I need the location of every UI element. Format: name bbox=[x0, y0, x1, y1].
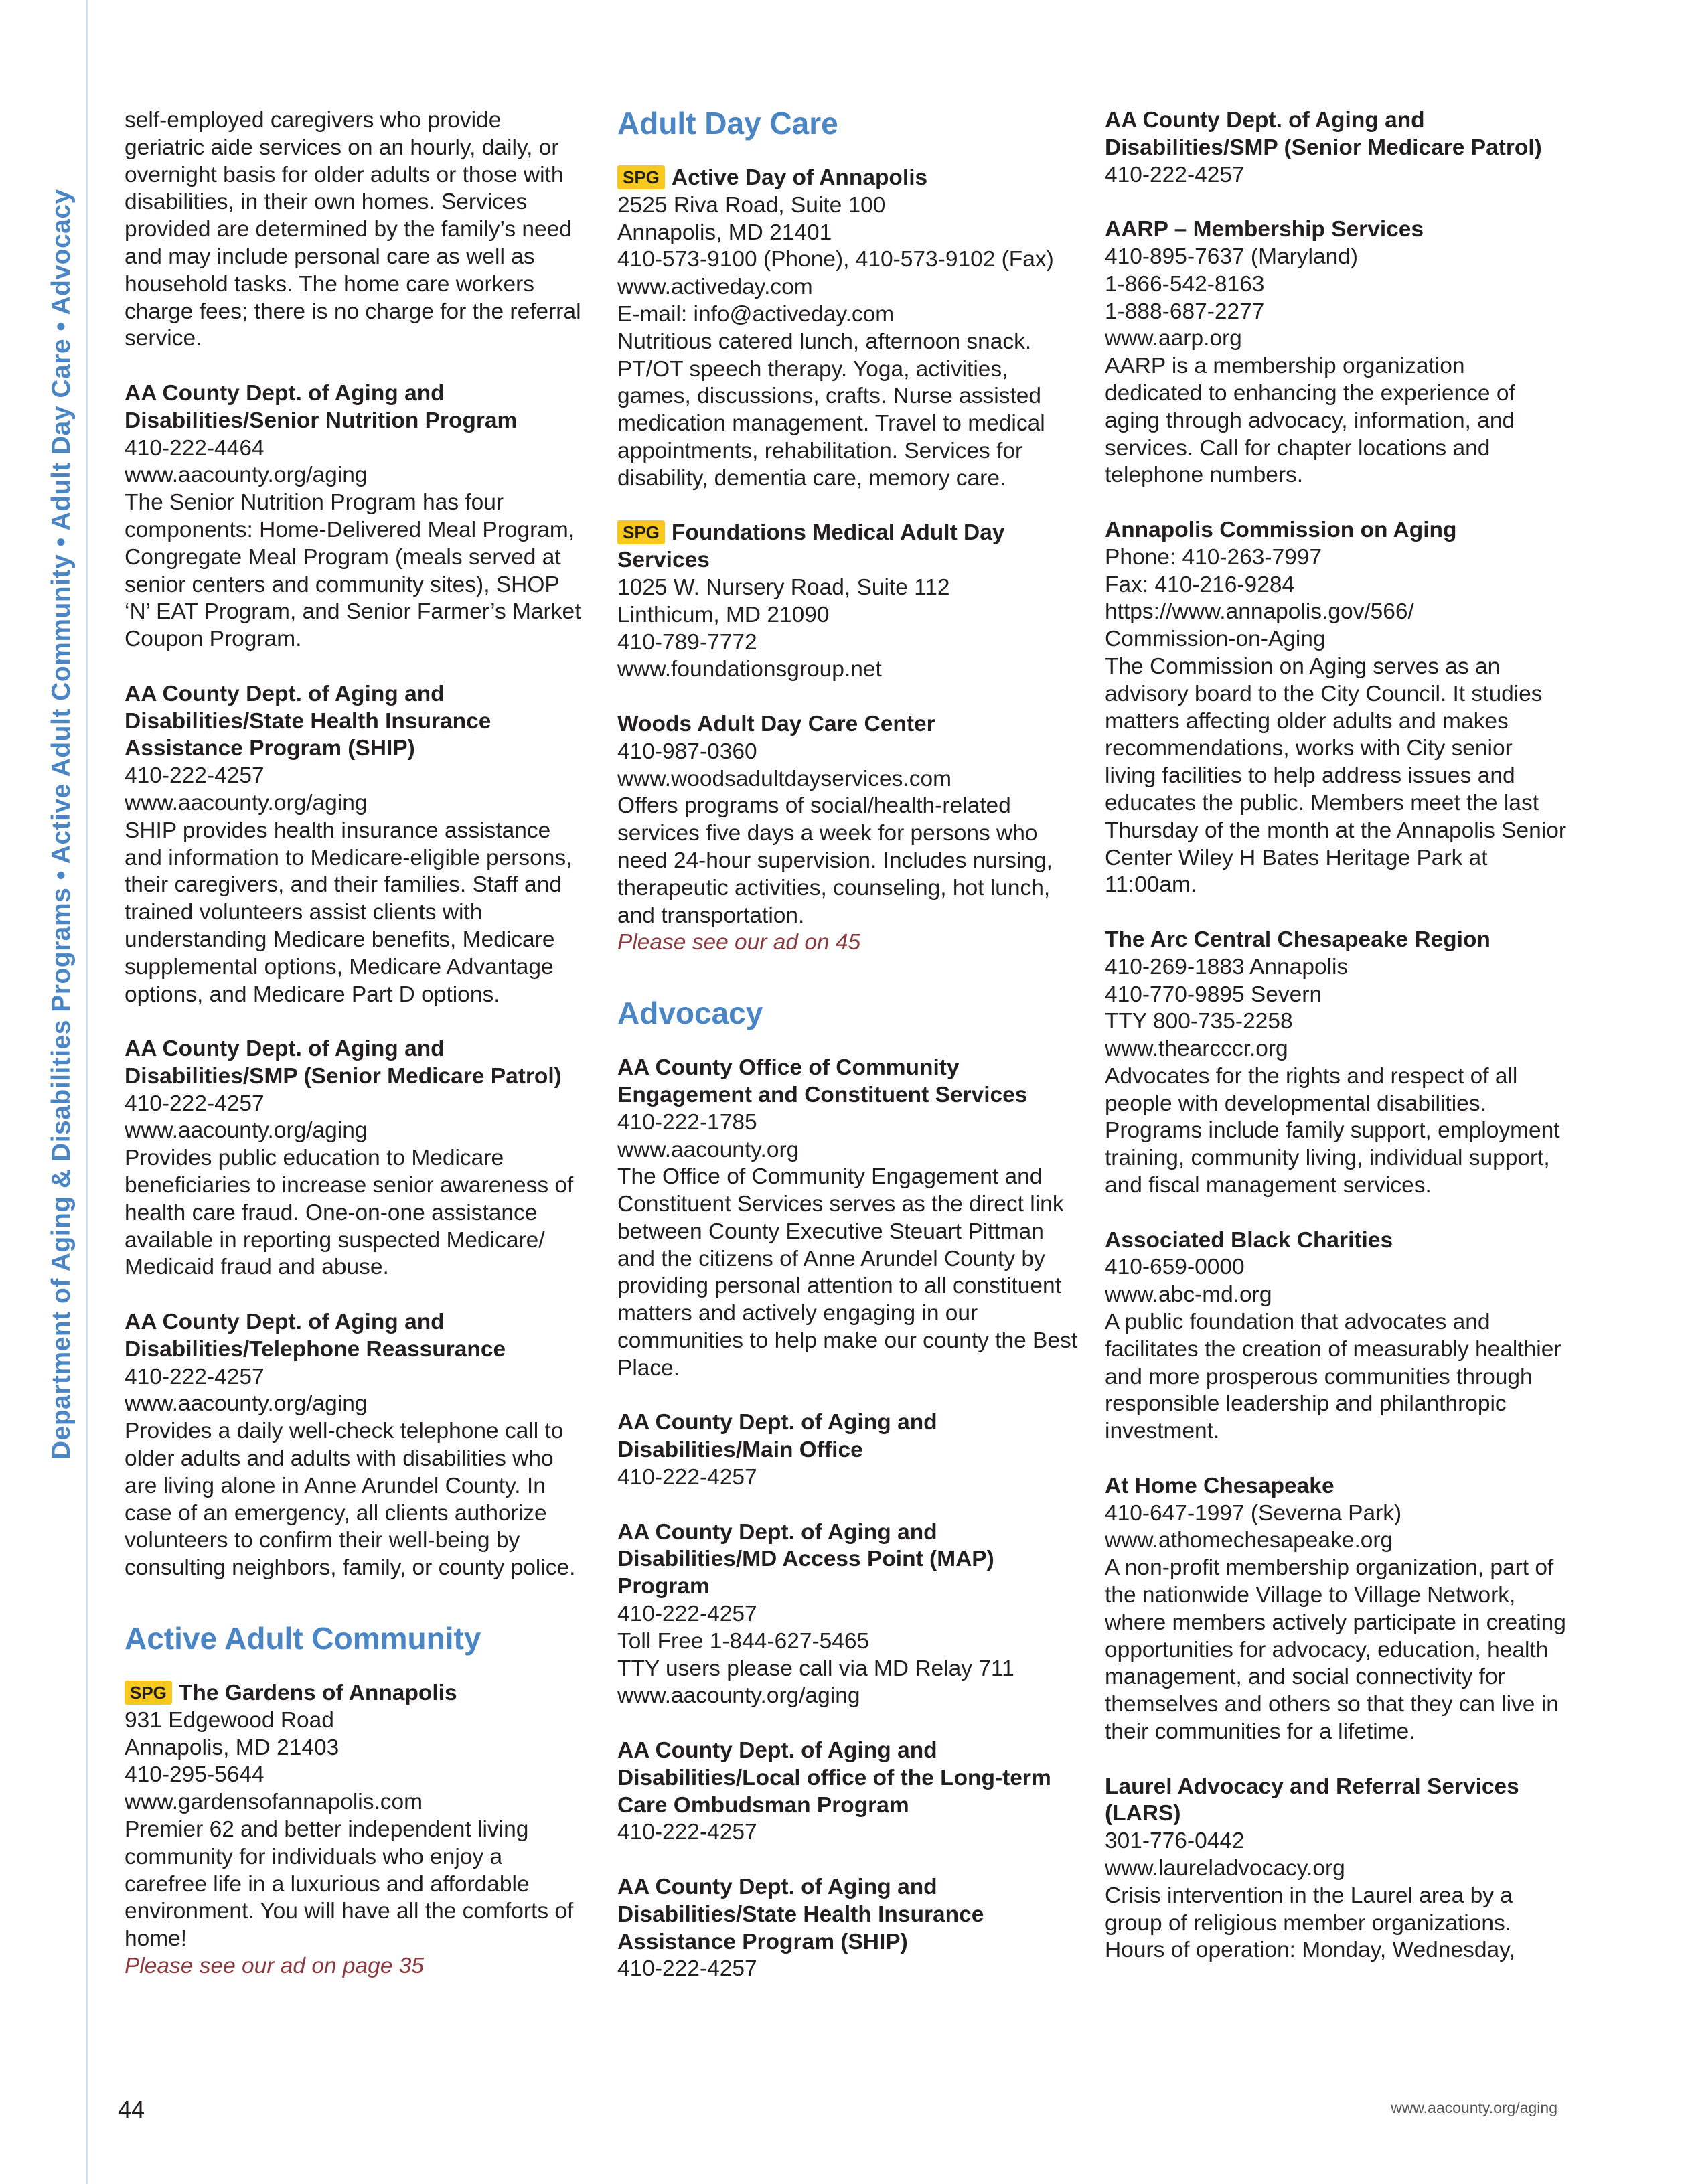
listing-name: AA County Office of Community Engagement and Constituent Services bbox=[617, 1055, 1028, 1107]
listing-desc: Crisis intervention in the Laurel area by a group of religious member organizations. Hours of operation: Monday, Wednesday, bbox=[1105, 1883, 1515, 1963]
listing-name: AARP – Membership Services bbox=[1105, 217, 1424, 242]
listing-phone: 410-269-1883 Annapolis bbox=[1105, 954, 1349, 980]
listing-telephone-reassurance bbox=[125, 1309, 587, 1582]
listing-web-cont[interactable]: Commission-on-Aging bbox=[1105, 627, 1326, 652]
listing-ombudsman bbox=[617, 1737, 1079, 1847]
section-heading-adult-day-care: Adult Day Care bbox=[617, 106, 838, 141]
listing-city: Annapolis, MD 21401 bbox=[617, 220, 832, 245]
column-3 bbox=[1105, 107, 1567, 1992]
listing-phone: 410-770-9895 Severn bbox=[1105, 982, 1322, 1007]
listing-name: AA County Dept. of Aging and Disabilities/Telephone Reassurance bbox=[125, 1310, 506, 1362]
page-number: 44 bbox=[118, 2096, 145, 2123]
listing-name: AA County Dept. of Aging and Disabilities/State Health Insurance Assistance Program (SHIP) bbox=[617, 1875, 984, 1954]
listing-city: Annapolis, MD 21403 bbox=[125, 1735, 339, 1760]
listing-phone: 410-222-4257 bbox=[125, 763, 264, 789]
listing-phone: 410-222-4257 bbox=[617, 1956, 757, 1982]
listing-desc: The Senior Nutrition Program has four components: Home-Delivered Meal Program, Congregate Meal Program (meals served at senior centers and community sites), SHOP ‘N’ EAT Program, and Senior Farmer’s Market Coupon Program. bbox=[125, 490, 581, 652]
listing-smp-advocacy bbox=[1105, 107, 1567, 189]
listing-name: Laurel Advocacy and Referral Services (LARS) bbox=[1105, 1774, 1519, 1826]
listing-phone: 410-987-0360 bbox=[617, 738, 757, 764]
listing-desc: A public foundation that advocates and facilitates the creation of measurably healthier and more prosperous communities through responsible leadership and philanthropic investment. bbox=[1105, 1310, 1561, 1444]
listing-associated-black-charities bbox=[1105, 1227, 1567, 1446]
listing-phone: 410-222-4257 bbox=[617, 1820, 757, 1845]
listing-web[interactable]: www.athomechesapeake.org bbox=[1105, 1528, 1393, 1553]
listing-phone: 410-222-4257 bbox=[125, 1091, 264, 1116]
spg-badge: SPG bbox=[617, 165, 665, 189]
listing-name: AA County Dept. of Aging and Disabilities/SMP (Senior Medicare Patrol) bbox=[1105, 108, 1542, 160]
listing-desc: Provides a daily well-check telephone call to older adults and adults with disabilities who are living alone in Anne Arundel County. In case of an emergency, all clients authorize volunteers to confirm their well-being by consulting neighbors, family, or county police. bbox=[125, 1419, 576, 1581]
listing-phone: 301-776-0442 bbox=[1105, 1828, 1245, 1854]
intro-text: self-employed caregivers who provide geriatric aide services on an hourly, daily, or overnight basis for older adults or those with disabilities, in their own homes. Services provided are determined by the family’s need and may include personal care as well as household tasks. The home care workers charge fees; there is no charge for the referral service. bbox=[125, 108, 581, 352]
section-heading-active-adult-community: Active Adult Community bbox=[125, 1621, 481, 1656]
listing-woods bbox=[617, 711, 1079, 957]
listing-name: Annapolis Commission on Aging bbox=[1105, 517, 1457, 542]
side-rule bbox=[86, 0, 88, 2184]
listing-desc: Offers programs of social/health-related services five days a week for persons who need 24-hour supervision. Includes nursing, therapeutic activities, counseling, hot lunch, and transportation. bbox=[617, 793, 1053, 928]
listing-name: At Home Chesapeake bbox=[1105, 1473, 1334, 1498]
listing-map-program bbox=[617, 1519, 1079, 1711]
listing-foundations bbox=[617, 520, 1079, 684]
spg-badge: SPG bbox=[617, 520, 665, 544]
listing-phone: 410-222-4257 bbox=[125, 1364, 264, 1389]
listing-phone: 410-222-1785 bbox=[617, 1109, 757, 1135]
listing-phone: 410-222-4257 bbox=[617, 1465, 757, 1490]
listing-web[interactable]: www.foundationsgroup.net bbox=[617, 657, 882, 682]
listing-active-day bbox=[617, 165, 1079, 493]
listing-address: 1025 W. Nursery Road, Suite 112 bbox=[617, 574, 950, 600]
listing-phone: 1-866-542-8163 bbox=[1105, 271, 1265, 297]
listing-name: AA County Dept. of Aging and Disabilities/State Health Insurance Assistance Program (SHIP) bbox=[125, 681, 491, 761]
listing-tty: TTY 800-735-2258 bbox=[1105, 1009, 1293, 1034]
listing-name: AA County Dept. of Aging and Disabilities/MD Access Point (MAP) Program bbox=[617, 1519, 994, 1600]
listing-name-text: Active Day of Annapolis bbox=[671, 165, 928, 190]
listing-name: The Arc Central Chesapeake Region bbox=[1105, 927, 1490, 952]
listing-web[interactable]: www.aacounty.org/aging bbox=[125, 1118, 368, 1144]
listing-fax: Fax: 410-216-9284 bbox=[1105, 572, 1295, 597]
listing-phone: 410-789-7772 bbox=[617, 629, 757, 655]
listing-name: Associated Black Charities bbox=[1105, 1227, 1393, 1253]
listing-ship-advocacy bbox=[617, 1874, 1079, 1983]
listing-tollfree: Toll Free 1-844-627-5465 bbox=[617, 1628, 870, 1654]
column-2 bbox=[617, 107, 1079, 2011]
listing-desc: Provides public education to Medicare beneficiaries to increase senior awareness of health care fraud. One-on-one assistance available in reporting suspected Medicare/ Medicaid fraud and abuse. bbox=[125, 1146, 574, 1280]
listing-phone: 410-647-1997 (Severna Park) bbox=[1105, 1500, 1402, 1526]
column-1 bbox=[125, 107, 587, 2008]
listing-web[interactable]: www.laureladvocacy.org bbox=[1105, 1856, 1345, 1881]
listing-tty: TTY users please call via MD Relay 711 bbox=[617, 1656, 1014, 1681]
listing-desc: The Office of Community Engagement and Constituent Services serves as the direct link between County Executive Steuart Pittman and the citizens of Anne Arundel County by providing personal attention to all constituent matters and actively engaging in our communities to help make our county the Best Place. bbox=[617, 1164, 1078, 1381]
listing-desc: Premier 62 and better independent living community for individuals who enjoy a carefree life in a luxurious and affordable environment. You will have all the comforts of home! bbox=[125, 1817, 574, 1952]
listing-phone: Phone: 410-263-7997 bbox=[1105, 544, 1322, 570]
listing-address: 2525 Riva Road, Suite 100 bbox=[617, 192, 886, 218]
listing-desc: Nutritious catered lunch, afternoon snack. PT/OT speech therapy. Yoga, activities, games, discussions, crafts. Nurse assisted medication management. Travel to medical appointments, rehabilitation. Services for disability, dementia care, memory care. bbox=[617, 329, 1045, 491]
listing-at-home-chesapeake bbox=[1105, 1473, 1567, 1746]
spg-badge: SPG bbox=[125, 1681, 172, 1705]
intro-block bbox=[125, 107, 587, 353]
listing-ship bbox=[125, 681, 587, 1009]
listing-phone: 410-573-9100 (Phone), 410-573-9102 (Fax) bbox=[617, 247, 1054, 272]
listing-city: Linthicum, MD 21090 bbox=[617, 602, 830, 627]
listing-phone: 1-888-687-2277 bbox=[1105, 299, 1265, 324]
listing-email[interactable]: E-mail: info@activeday.com bbox=[617, 301, 895, 327]
listing-web[interactable]: www.gardensofannapolis.com bbox=[125, 1790, 423, 1815]
listing-web[interactable]: www.aacounty.org/aging bbox=[125, 463, 368, 488]
listing-desc: The Commission on Aging serves as an advisory board to the City Council. It studies matters affecting older adults and makes recommendations, works with City senior living facilities to help address issues and educates the public. Members meet the last Thursday of the month at the Annapolis Senior Center Wiley H Bates Heritage Park at 11:00am. bbox=[1105, 653, 1567, 898]
listing-web[interactable]: www.thearcccr.org bbox=[1105, 1036, 1288, 1062]
listing-phone: 410-222-4257 bbox=[617, 1602, 757, 1627]
listing-web[interactable]: www.abc-md.org bbox=[1105, 1282, 1272, 1308]
listing-phone: 410-222-4257 bbox=[1105, 162, 1245, 187]
listing-phone: 410-895-7637 (Maryland) bbox=[1105, 244, 1359, 269]
section-heading-advocacy: Advocacy bbox=[617, 996, 763, 1031]
listing-name bbox=[617, 165, 1079, 192]
listing-community-engagement bbox=[617, 1055, 1079, 1383]
listing-desc: Advocates for the rights and respect of all people with developmental disabilities. Programs include family support, employment training, community living, individual support, and fiscal management services. bbox=[1105, 1063, 1560, 1198]
listing-web[interactable]: www.aacounty.org/aging bbox=[617, 1683, 860, 1709]
listing-name: AA County Dept. of Aging and Disabilities/SMP (Senior Medicare Patrol) bbox=[125, 1036, 562, 1089]
listing-name: AA County Dept. of Aging and Disabilities/Local office of the Long-term Care Ombudsman Program bbox=[617, 1738, 1051, 1818]
listing-web[interactable]: https://www.annapolis.gov/566/ bbox=[1105, 599, 1414, 625]
listing-main-office bbox=[617, 1409, 1079, 1491]
listing-name: AA County Dept. of Aging and Disabilities/Senior Nutrition Program bbox=[125, 380, 518, 433]
listing-gardens-of-annapolis bbox=[125, 1680, 587, 1980]
listing-lars bbox=[1105, 1774, 1567, 1965]
listing-web[interactable]: www.aarp.org bbox=[1105, 326, 1242, 352]
listing-web[interactable]: www.aacounty.org/aging bbox=[125, 790, 368, 815]
ad-reference: Please see our ad on page 35 bbox=[125, 1954, 425, 1978]
listing-aarp bbox=[1105, 216, 1567, 489]
listing-name: AA County Dept. of Aging and Disabilities/Main Office bbox=[617, 1410, 937, 1463]
listing-arc bbox=[1105, 927, 1567, 1200]
listing-name-text: The Gardens of Annapolis bbox=[178, 1681, 457, 1706]
listing-name: Woods Adult Day Care Center bbox=[617, 711, 935, 736]
listing-phone: 410-222-4464 bbox=[125, 435, 264, 461]
listing-desc: SHIP provides health insurance assistance and information to Medicare-eligible persons, their caregivers, and their families. Staff and trained volunteers assist clients with understanding Medicare benefits, Medicare supplemental options, Medicare Advantage options, and Medicare Part D options. bbox=[125, 817, 572, 1007]
listing-commission-on-aging bbox=[1105, 517, 1567, 899]
listing-name-text: Foundations Medical Adult Day Services bbox=[617, 520, 1005, 573]
listing-phone: 410-295-5644 bbox=[125, 1762, 264, 1788]
listing-web[interactable]: www.aacounty.org/aging bbox=[125, 1391, 368, 1417]
listing-desc: AARP is a membership organization dedicated to enhancing the experience of aging through advocacy, information, and services. Call for chapter locations and telephone numbers. bbox=[1105, 354, 1515, 488]
listing-senior-nutrition bbox=[125, 380, 587, 653]
listing-address: 931 Edgewood Road bbox=[125, 1707, 334, 1733]
listing-name bbox=[125, 1680, 587, 1707]
footer-url[interactable]: www.aacounty.org/aging bbox=[1391, 2099, 1557, 2116]
listing-name bbox=[617, 520, 1079, 574]
side-tab: Department of Aging & Disabilities Programs • Active Adult Community • Adult Day Care • Advocacy bbox=[47, 189, 76, 1460]
listing-smp bbox=[125, 1036, 587, 1281]
listing-web[interactable]: www.aacounty.org bbox=[617, 1137, 799, 1162]
listing-web[interactable]: www.activeday.com bbox=[617, 275, 813, 300]
listing-web[interactable]: www.woodsadultdayservices.com bbox=[617, 766, 951, 791]
ad-reference: Please see our ad on 45 bbox=[617, 930, 861, 955]
listing-desc: A non-profit membership organization, part of the nationwide Village to Village Network, where members actively participate in creating opportunities for advocacy, education, health management, and social connectivity for themselves and others so that they can live in their communities for a lifetime. bbox=[1105, 1555, 1566, 1745]
listing-phone: 410-659-0000 bbox=[1105, 1255, 1245, 1280]
